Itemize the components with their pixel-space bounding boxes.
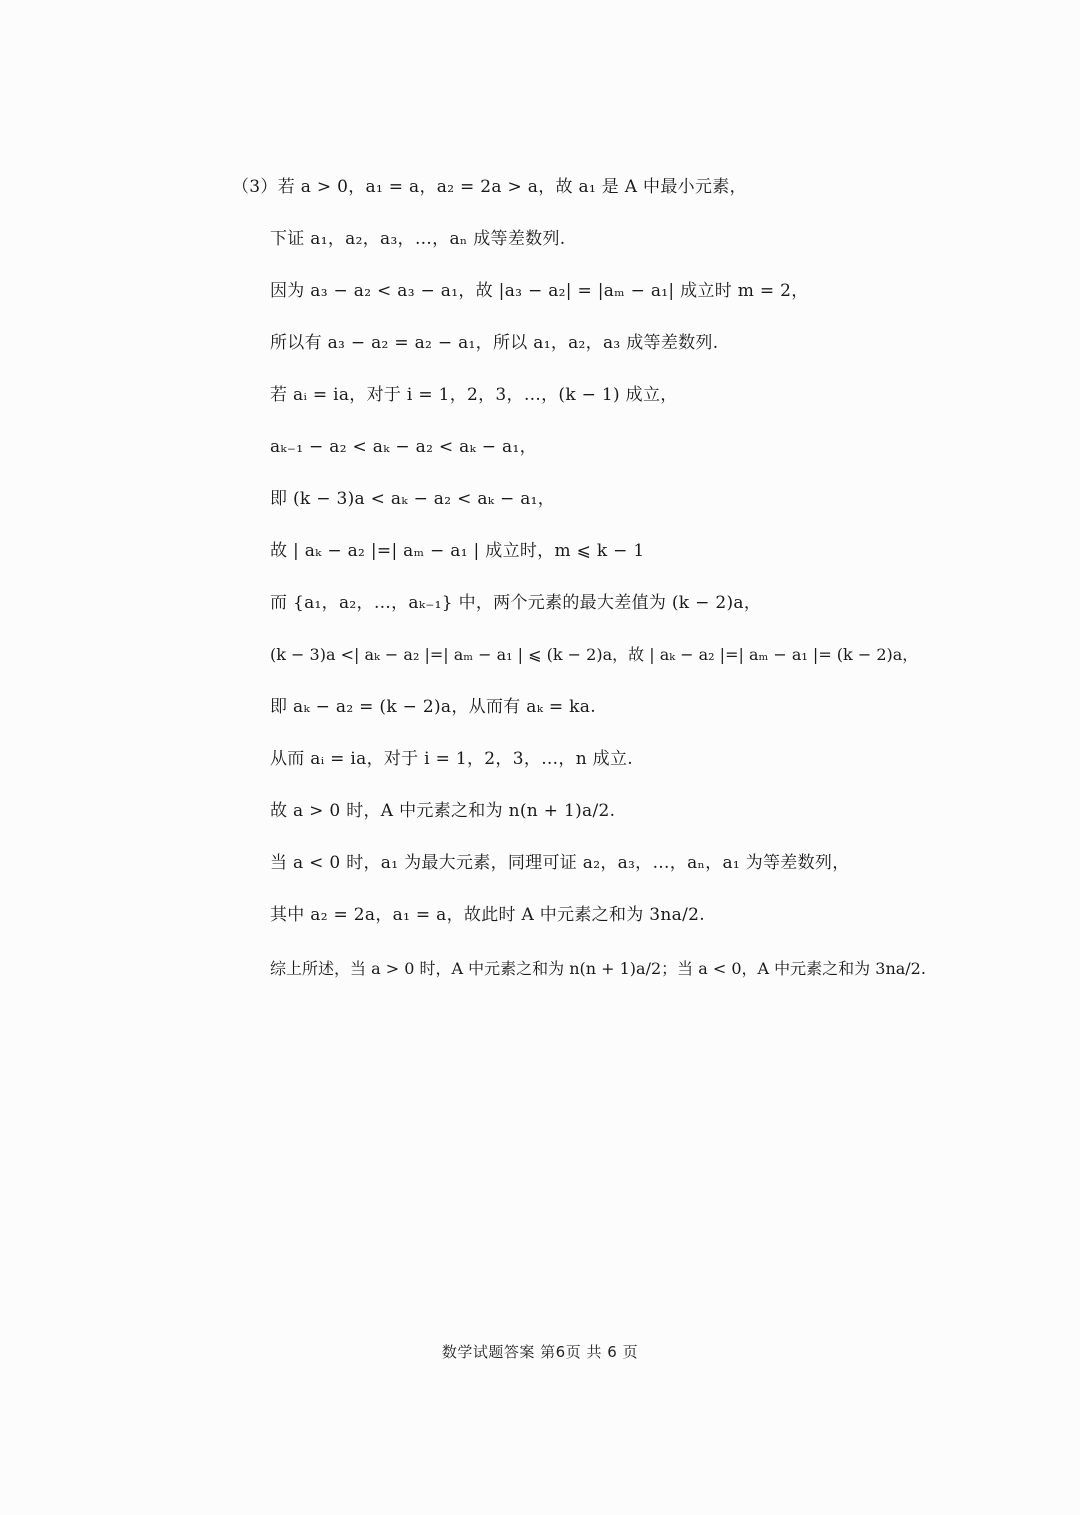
solution-line-12: 从而 aᵢ = ia，对于 i = 1，2，3，…，n 成立. bbox=[270, 749, 633, 769]
solution-line-3: 因为 a₃ − a₂ < a₃ − a₁，故 |a₃ − a₂| = |aₘ − a₁| 成立时 m = 2， bbox=[270, 281, 809, 301]
solution-line-16: 综上所述，当 a > 0 时，A 中元素之和为 n(n + 1)a/2；当 a < 0，A 中元素之和为 3na/2. bbox=[270, 959, 926, 978]
solution-line-2: 下证 a₁，a₂，a₃，…，aₙ 成等差数列. bbox=[270, 229, 566, 249]
solution-line-9: 而 {a₁，a₂，…，aₖ₋₁} 中，两个元素的最大差值为 (k − 2)a， bbox=[270, 593, 762, 613]
page-footer: 数学试题答案 第6页 共 6 页 bbox=[441, 1343, 639, 1361]
solution-line-5: 若 aᵢ = ia，对于 i = 1，2，3，…，(k − 1) 成立， bbox=[270, 385, 678, 405]
solution-line-8: 故 | aₖ − a₂ |=| aₘ − a₁ | 成立时，m ⩽ k − 1 bbox=[270, 541, 645, 561]
solution-line-14: 当 a < 0 时，a₁ 为最大元素，同理可证 a₂，a₃，…，aₙ，a₁ 为等差数列， bbox=[270, 853, 850, 873]
solution-line-6: aₖ₋₁ − a₂ < aₖ − a₂ < aₖ − a₁， bbox=[270, 437, 537, 457]
solution-line-13: 故 a > 0 时，A 中元素之和为 n(n + 1)a/2. bbox=[270, 801, 616, 821]
solution-line-15: 其中 a₂ = 2a，a₁ = a，故此时 A 中元素之和为 3na/2. bbox=[270, 905, 705, 925]
solution-line-4: 所以有 a₃ − a₂ = a₂ − a₁，所以 a₁，a₂，a₃ 成等差数列. bbox=[270, 333, 719, 353]
solution-line-7: 即 (k − 3)a < aₖ − a₂ < aₖ − a₁， bbox=[270, 489, 556, 509]
solution-line-10: (k − 3)a <| aₖ − a₂ |=| aₘ − a₁ | ⩽ (k − 2)a，故 | aₖ − a₂ |=| aₘ − a₁ |= (k − 2)a， bbox=[270, 645, 919, 664]
solution-line-1: （3）若 a > 0，a₁ = a，a₂ = 2a > a，故 a₁ 是 A 中最小元素， bbox=[232, 177, 747, 197]
solution-line-11: 即 aₖ − a₂ = (k − 2)a，从而有 aₖ = ka. bbox=[270, 697, 596, 717]
